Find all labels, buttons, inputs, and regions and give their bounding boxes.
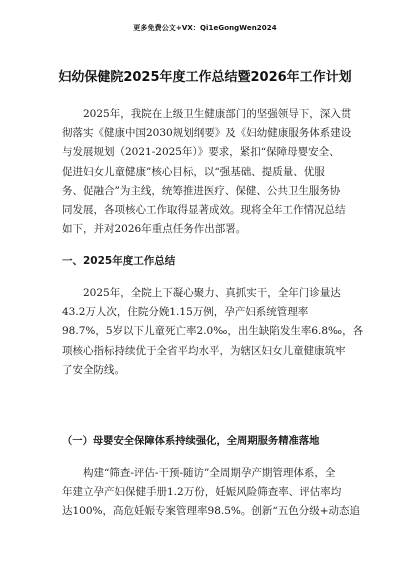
section-line: 43.2万人次，住院分娩1.15万例，孕产妇系统管理率 bbox=[62, 306, 309, 319]
subsection-line: 年建立孕产妇保健手册1.2万份，妊娠风险筛查率、评估率均 bbox=[62, 486, 342, 499]
subsection-heading: （一）母婴安全保障体系持续强化，全周期服务精准落地 bbox=[62, 435, 320, 447]
intro-paragraph bbox=[62, 105, 352, 239]
section-line: 2025年，全院上下凝心聚力、真抓实干，全年门诊量达 bbox=[83, 287, 341, 299]
intro-line: 促进妇女儿童健康”核心目标，以“强基础、提质量、优服 bbox=[62, 165, 325, 178]
section-line: 98.7%，5岁以下儿童死亡率2.0‰，出生缺陷发生率6.8‰，各 bbox=[62, 325, 364, 338]
subsection-line: 达100%，高危妊娠专案管理率98.5%。创新“五色分级+动态追 bbox=[62, 505, 361, 518]
header-note: 更多免费公文+VX：Qi1eGongWen2024 bbox=[133, 24, 277, 32]
intro-line: 同发展，各项核心工作取得显著成效。现将全年工作情况总结 bbox=[62, 204, 346, 217]
section-line: 了安全防线。 bbox=[62, 363, 125, 376]
intro-line: 务、促融合”为主线，统筹推进医疗、保健、公共卫生服务协 bbox=[62, 184, 341, 197]
intro-line: 2025年，我院在上级卫生健康部门的坚强领导下，深入贯 bbox=[83, 108, 352, 120]
intro-line: 彻落实《健康中国2030规划纲要》及《妇幼健康服务体系建设 bbox=[62, 127, 352, 140]
intro-line: 如下，并对2026年重点任务作出部署。 bbox=[62, 223, 247, 236]
intro-line: 与发展规划（2021-2025年）》要求，紧扣“保障母婴安全、 bbox=[62, 146, 340, 159]
subsection-paragraph bbox=[62, 464, 361, 522]
section-paragraph bbox=[62, 284, 364, 380]
section-line: 项核心指标持续优于全省平均水平，为辖区妇女儿童健康筑牢 bbox=[62, 344, 346, 357]
document-title: 妇幼保健院2025年度工作总结暨2026年工作计划 bbox=[58, 70, 352, 85]
section-heading: 一、2025年度工作总结 bbox=[62, 255, 176, 267]
subsection-line: 构建“筛查-评估-干预-随访”全周期孕产期管理体系，全 bbox=[83, 467, 336, 479]
